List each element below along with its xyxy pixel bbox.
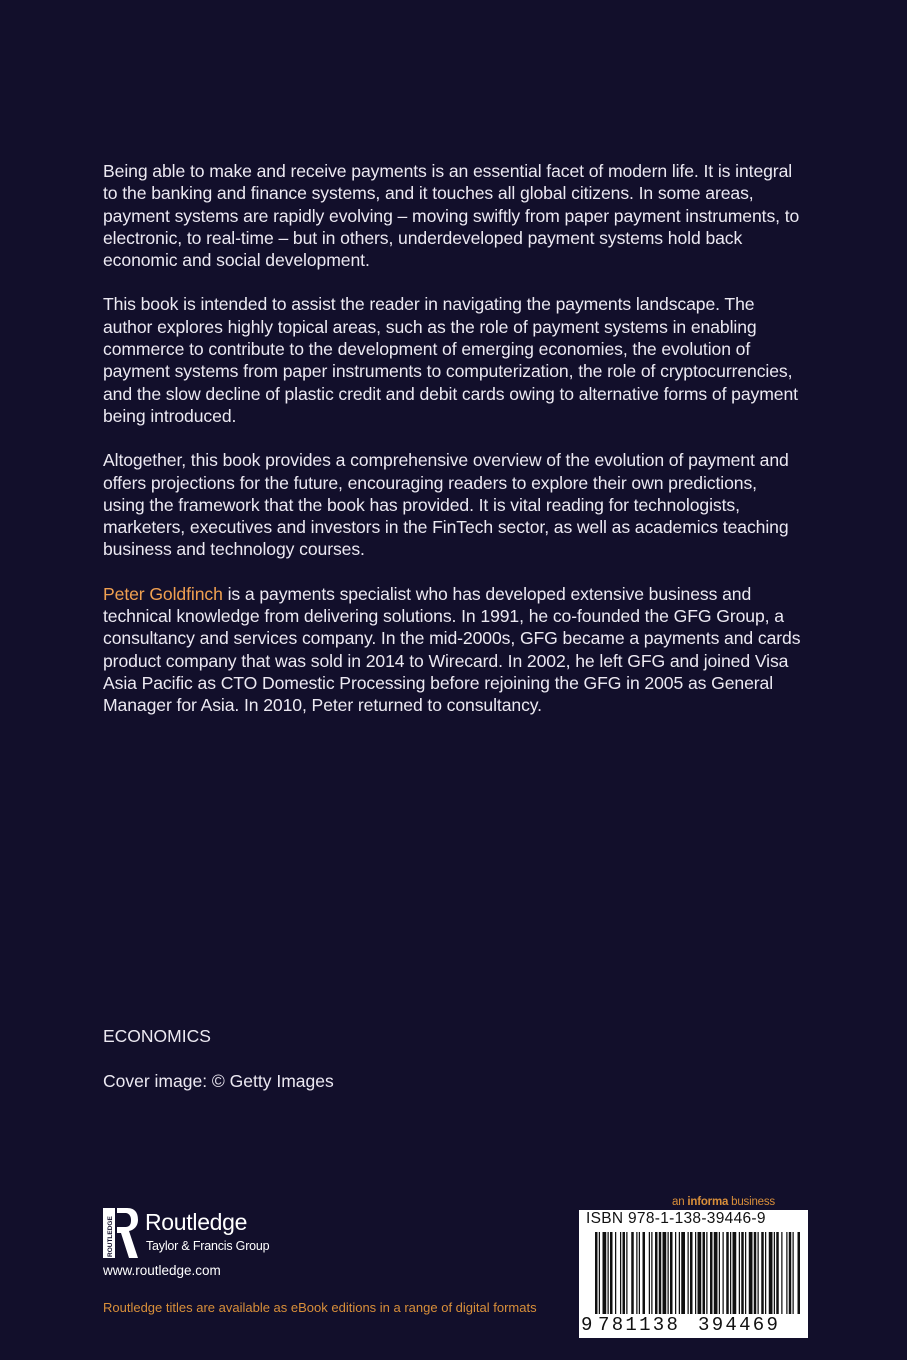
barcode-bar <box>776 1232 779 1314</box>
blurb-paragraph-2: This book is intended to assist the reader in navigating the payments landscape. The author explores highly topical areas, such as the role of payment systems in enabling commerce to contribute to the development of emerging economies, the evolution of payment systems from paper instruments to computerization, the role of cryptocurrencies, and the slow decline of plastic credit and debit cards owing to alternative forms of payment being introduced. <box>103 294 798 426</box>
barcode-bar <box>765 1232 766 1314</box>
barcode-bar <box>631 1232 634 1314</box>
barcode-bar <box>649 1232 650 1314</box>
logo-mark-vertical-text: ROUTLEDGE <box>107 1216 114 1257</box>
barcode-bar <box>615 1232 616 1314</box>
barcode-bar <box>663 1232 667 1314</box>
barcode-bar <box>679 1232 680 1314</box>
back-cover-blurb <box>103 160 803 739</box>
barcode-bar <box>774 1232 775 1314</box>
barcode-bar <box>714 1232 718 1314</box>
barcode-bar <box>710 1232 713 1314</box>
subject-category: ECONOMICS <box>103 1026 211 1046</box>
barcode-digit-first: 9 <box>581 1314 593 1336</box>
barcode-bar <box>793 1232 794 1314</box>
cover-image-credit: Cover image: © Getty Images <box>103 1071 334 1091</box>
barcode-bar <box>719 1232 720 1314</box>
routledge-logo <box>103 1208 303 1260</box>
barcode-bar <box>636 1232 637 1314</box>
informa-prefix: an <box>672 1196 688 1208</box>
routledge-r-logo-icon <box>103 1208 139 1258</box>
barcode-bar <box>730 1232 731 1314</box>
barcode-bar <box>690 1232 693 1314</box>
barcode-bar <box>659 1232 662 1314</box>
barcode-bar <box>668 1232 669 1314</box>
barcode-bar <box>754 1232 757 1314</box>
barcode-bar <box>698 1232 702 1314</box>
publisher-website: www.routledge.com <box>103 1263 221 1278</box>
barcode-bar <box>733 1232 737 1314</box>
barcode-bar <box>681 1232 685 1314</box>
barcode-bar <box>739 1232 740 1314</box>
barcode-bar <box>623 1232 626 1314</box>
barcode-digit-group-1: 781138 <box>598 1314 681 1336</box>
barcode-bar <box>798 1232 801 1314</box>
barcode-digits <box>579 1314 808 1336</box>
author-bio <box>103 583 803 717</box>
blurb-paragraph-3: Altogether, this book provides a comprehensive overview of the evolution of payment and offers projections for the future, encouraging readers to explore their own predictions, using the framework that the book has provided. It is vital reading for technologists, marketers, executives and investors in the FinTech sector, as well as academics teaching business and technology courses. <box>103 450 789 560</box>
barcode-bar <box>599 1232 600 1314</box>
barcode-bar <box>741 1232 744 1314</box>
barcode-bar <box>675 1232 676 1314</box>
blurb-paragraph-1: Being able to make and receive payments is an essential facet of modern life. It is integral to the banking and finance systems, and it touches all global citizens. In some areas, payment systems are rapidly evolving – moving swiftly from paper payment instruments, to electronic, to real-time – but in others, underdeveloped payment systems hold back economic and social development. <box>103 161 800 271</box>
informa-business-tag <box>672 1196 775 1208</box>
barcode-bar <box>758 1232 759 1314</box>
barcode-bar <box>706 1232 707 1314</box>
barcode-bar <box>608 1232 609 1314</box>
barcode-bar <box>603 1232 607 1314</box>
barcode-bar <box>745 1232 746 1314</box>
barcode-bar <box>655 1232 658 1314</box>
barcode-bar <box>670 1232 673 1314</box>
barcode-bar <box>769 1232 773 1314</box>
barcode-bar <box>643 1232 646 1314</box>
author-bio-text: is a payments specialist who has developed extensive business and technical knowledge from delivering solutions. In 1991, he co-founded the GFG Group, a consultancy and services company. In the mid-2000s, GFG became a payments and cards product company that was sold in 2014 to Wirecard. In 2002, he left GFG and joined Visa Asia Pacific as CTO Domestic Processing before rejoining the GFG in 2005 as General Manager for Asia. In 2010, Peter returned to consultancy. <box>103 583 801 716</box>
barcode-bar <box>723 1232 724 1314</box>
barcode-bar <box>749 1232 753 1314</box>
barcode-bar <box>703 1232 706 1314</box>
barcode-bar <box>789 1232 792 1314</box>
author-name: Peter Goldfinch <box>103 583 223 604</box>
barcode-bar <box>620 1232 621 1314</box>
barcode-bar <box>639 1232 640 1314</box>
ebook-note: Routledge titles are available as eBook editions in a range of digital formats <box>103 1300 537 1315</box>
barcode-bar <box>651 1232 652 1314</box>
isbn-barcode <box>579 1210 808 1338</box>
barcode-bar <box>595 1232 598 1314</box>
informa-suffix: business <box>728 1196 775 1208</box>
barcode-bar <box>786 1232 787 1314</box>
barcode-bar <box>781 1232 782 1314</box>
isbn-label: ISBN 978-1-138-39446-9 <box>586 1210 766 1227</box>
barcode-bar <box>626 1232 627 1314</box>
publisher-name: Routledge <box>145 1209 248 1235</box>
barcode-bar <box>726 1232 729 1314</box>
barcode-digit-group-2: 394469 <box>698 1314 781 1336</box>
publisher-group: Taylor & Francis Group <box>146 1239 270 1253</box>
barcode-bar <box>695 1232 696 1314</box>
informa-brand: informa <box>687 1196 729 1208</box>
barcode-bar <box>688 1232 689 1314</box>
barcode-bar <box>761 1232 764 1314</box>
barcode-bar <box>610 1232 613 1314</box>
